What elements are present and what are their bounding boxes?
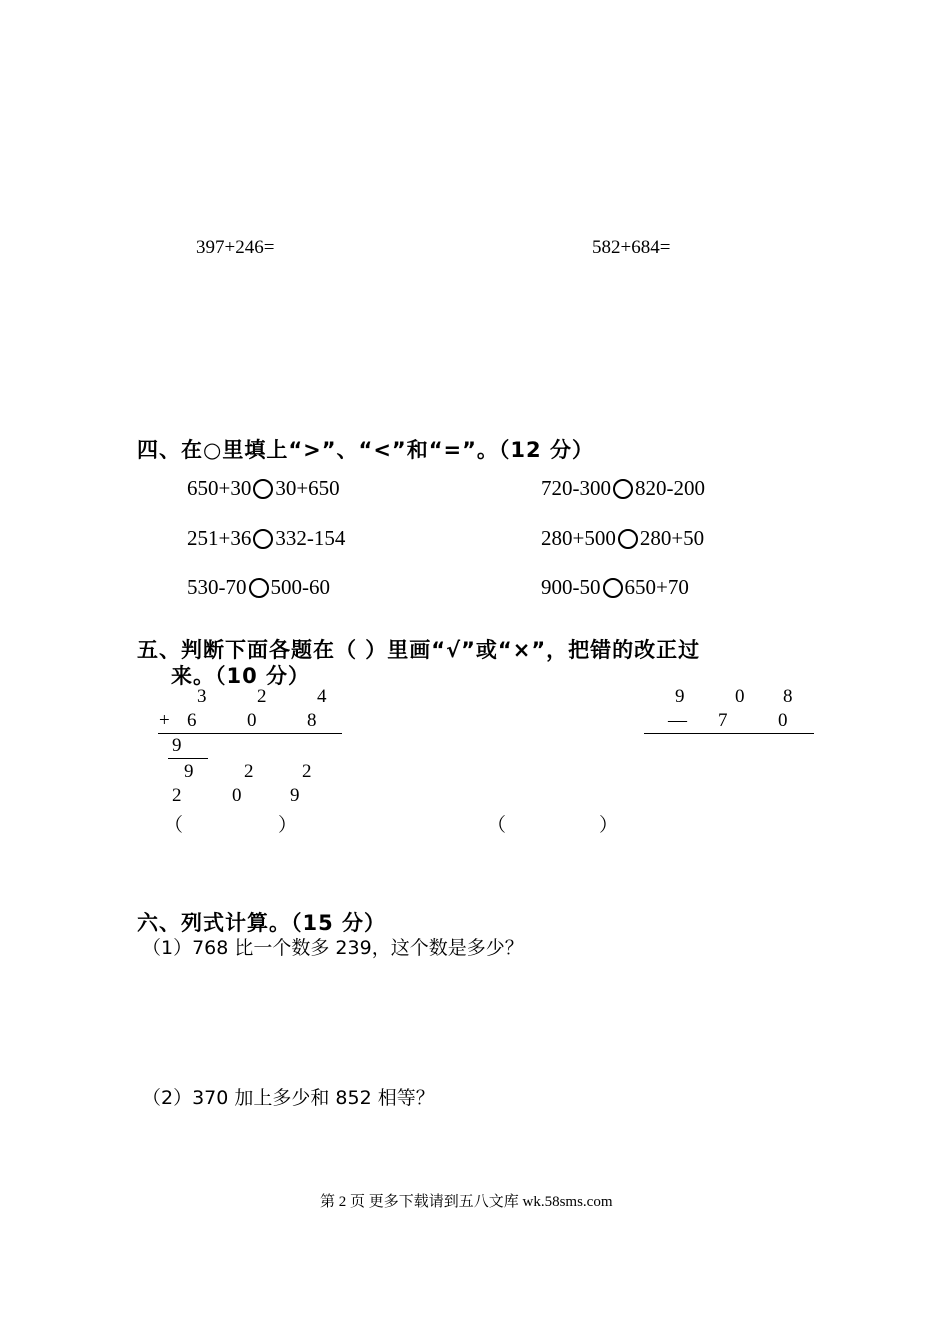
blank-circle-icon[interactable] (253, 479, 273, 499)
plus-sign: + (159, 710, 170, 731)
digit: 8 (307, 710, 317, 731)
answer-paren-open: （ (487, 815, 507, 836)
digit: 6 (187, 710, 197, 731)
digit: 0 (735, 686, 745, 707)
carry-digit: 9 (172, 735, 182, 756)
section4-heading: 四、在○里填上“>”、“<”和“=”。（12 分） (137, 438, 594, 462)
compare-left: 280+500 (541, 526, 616, 550)
compare-item (541, 526, 704, 551)
question-2: （2）370 加上多少和 852 相等？ (142, 1087, 435, 1109)
digit: 2 (302, 761, 312, 782)
sum-line (158, 733, 342, 734)
digit: 7 (718, 710, 728, 731)
carry-underline (168, 758, 208, 759)
answer-paren-close: ） (599, 815, 619, 836)
calc-problem-left: 397+246= (196, 237, 275, 258)
calc-problem-right: 582+684= (592, 237, 671, 258)
compare-item (187, 476, 340, 501)
minus-sign: — (668, 710, 687, 731)
digit: 0 (232, 785, 242, 806)
digit: 4 (317, 686, 327, 707)
digit: 9 (675, 686, 685, 707)
digit: 9 (184, 761, 194, 782)
blank-circle-icon[interactable] (253, 529, 273, 549)
answer-paren-close: ） (278, 815, 298, 836)
question-1: （1）768 比一个数多 239，这个数是多少？ (142, 937, 524, 959)
compare-item (187, 526, 345, 551)
page-footer: 第 2 页 更多下载请到五八文库 wk.58sms.com (320, 1194, 613, 1210)
compare-left: 720-300 (541, 476, 611, 500)
digit: 9 (290, 785, 300, 806)
compare-left: 530-70 (187, 575, 247, 599)
compare-right: 30+650 (275, 476, 340, 500)
compare-left: 251+36 (187, 526, 252, 550)
digit: 2 (244, 761, 254, 782)
section5-heading-cont: 来。（10 分） (171, 664, 311, 688)
compare-right: 650+70 (624, 575, 689, 599)
compare-item (187, 575, 330, 600)
section5-heading: 五、判断下面各题在（ ）里画“√”或“×”，把错的改正过 (137, 638, 701, 662)
compare-right: 332-154 (275, 526, 346, 550)
digit: 2 (257, 686, 267, 707)
blank-circle-icon[interactable] (618, 529, 638, 549)
compare-right: 500-60 (270, 575, 330, 599)
difference-line (644, 733, 814, 734)
compare-right: 820-200 (635, 476, 705, 500)
digit: 0 (778, 710, 788, 731)
compare-left: 900-50 (541, 575, 601, 599)
compare-right: 280+50 (639, 526, 705, 550)
digit: 3 (197, 686, 207, 707)
compare-item (541, 476, 705, 501)
compare-item (541, 575, 689, 600)
digit: 0 (247, 710, 257, 731)
section6-heading: 六、列式计算。（15 分） (137, 911, 387, 935)
blank-circle-icon[interactable] (613, 479, 633, 499)
answer-paren-open: （ (164, 815, 184, 836)
digit: 2 (172, 785, 182, 806)
digit: 8 (783, 686, 793, 707)
compare-left: 650+30 (187, 476, 252, 500)
blank-circle-icon[interactable] (603, 578, 623, 598)
blank-circle-icon[interactable] (249, 578, 269, 598)
